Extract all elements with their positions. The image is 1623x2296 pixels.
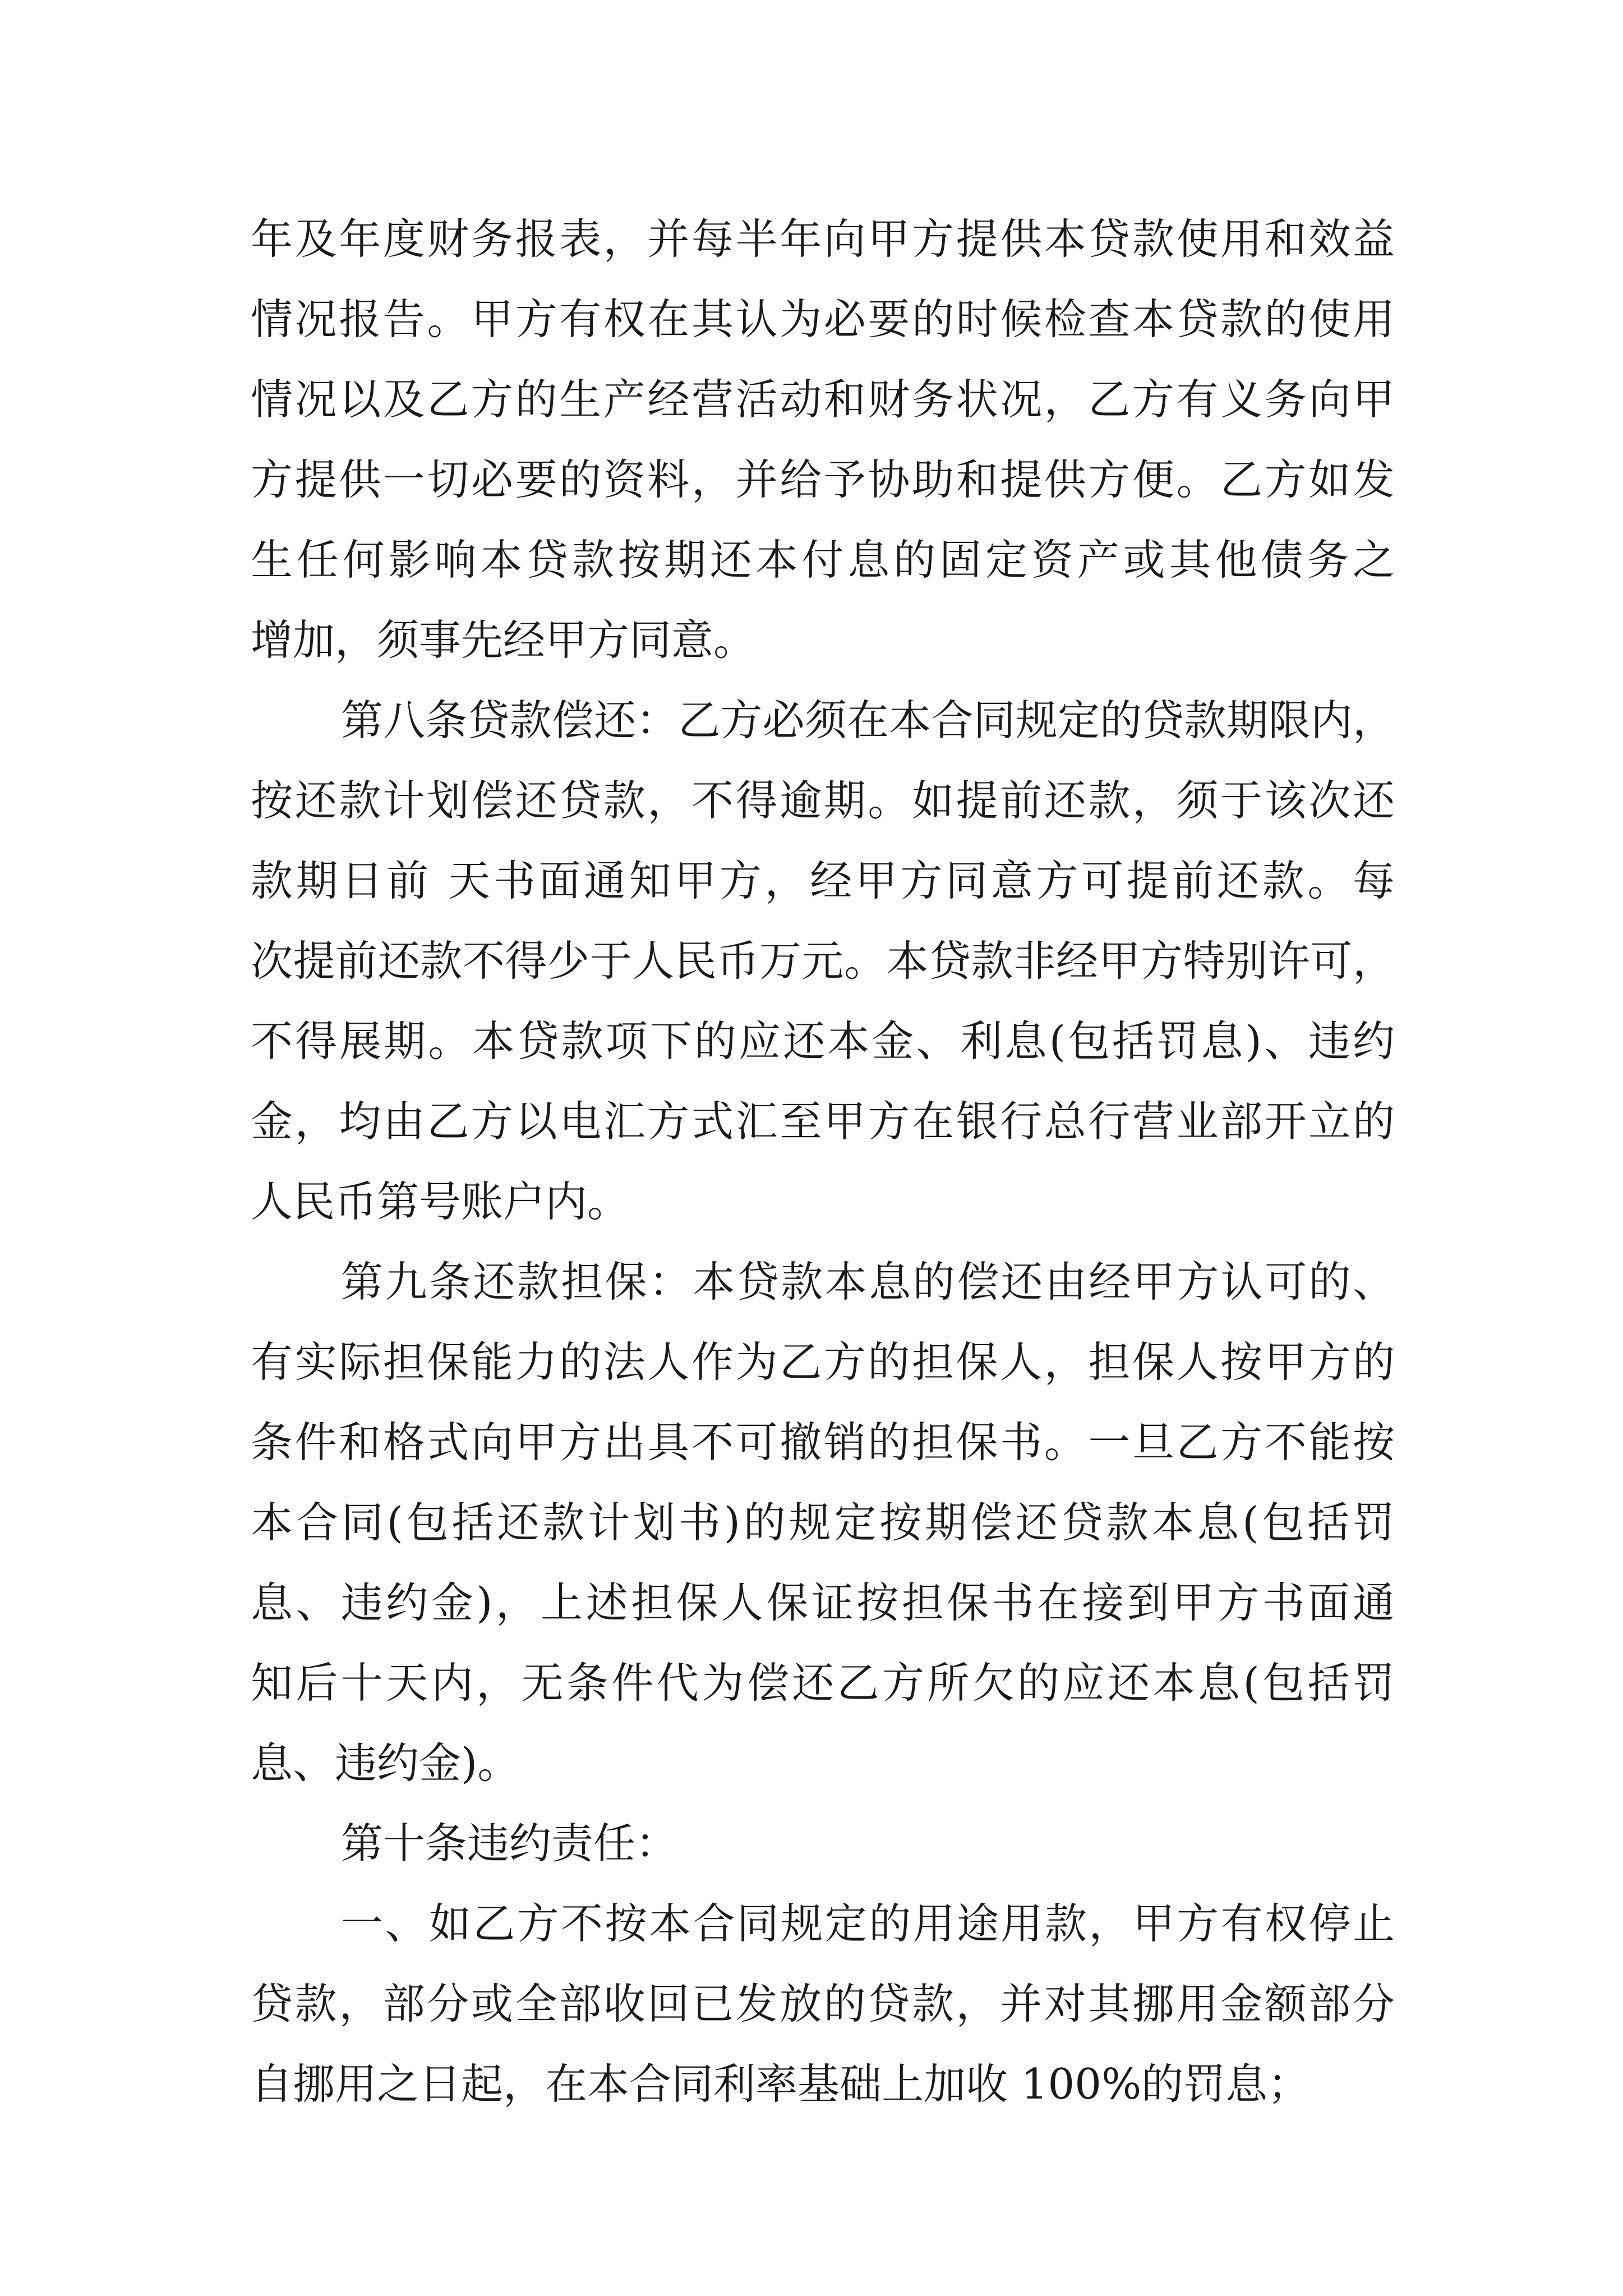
- article-9-heading-line: 第九条还款担保：本贷款本息的偿还由经甲方认可的、: [341, 1257, 1395, 1306]
- text-line: 息、违约金)。: [251, 1738, 520, 1788]
- text-line: 有实际担保能力的法人作为乙方的担保人，担保人按甲方的: [251, 1337, 1395, 1387]
- text-line: 款期日前 天书面通知甲方，经甲方同意方可提前还款。每: [251, 856, 1395, 905]
- text-line: 年及年度财务报表，并每半年向甲方提供本贷款使用和效益: [251, 214, 1395, 264]
- text-line: 情况报告。甲方有权在其认为必要的时候检查本贷款的使用: [251, 295, 1395, 344]
- text-line: 次提前还款不得少于人民币万元。本贷款非经甲方特别许可，: [251, 936, 1395, 986]
- clause-1-heading-line: 一、如乙方不按本合同规定的用途用款，甲方有权停止: [341, 1899, 1395, 1948]
- text-line: 贷款，部分或全部收回已发放的贷款，并对其挪用金额部分: [251, 1979, 1395, 2028]
- text-line: 方提供一切必要的资料，并给予协助和提供方便。乙方如发: [251, 455, 1395, 504]
- article-10-heading-line: 第十条违约责任：: [341, 1819, 678, 1868]
- text-line: 情况以及乙方的生产经营活动和财务状况，乙方有义务向甲: [251, 375, 1395, 424]
- text-line: 本合同(包括还款计划书)的规定按期偿还贷款本息(包括罚: [251, 1498, 1395, 1547]
- text-line: 人民币第号账户内。: [251, 1177, 630, 1226]
- text-line: 不得展期。本贷款项下的应还本金、利息(包括罚息)、违约: [251, 1016, 1395, 1066]
- text-line: 息、违约金)，上述担保人保证按担保书在接到甲方书面通: [251, 1578, 1395, 1627]
- text-line: 增加，须事先经甲方同意。: [251, 615, 756, 665]
- text-line: 自挪用之日起，在本合同利率基础上加收 100%的罚息；: [251, 2059, 1310, 2109]
- text-line: 按还款计划偿还贷款，不得逾期。如提前还款，须于该次还: [251, 776, 1395, 825]
- text-line: 生任何影响本贷款按期还本付息的固定资产或其他债务之: [251, 535, 1395, 585]
- text-line: 知后十天内，无条件代为偿还乙方所欠的应还本息(包括罚: [251, 1658, 1395, 1708]
- text-line: 条件和格式向甲方出具不可撤销的担保书。一旦乙方不能按: [251, 1418, 1395, 1467]
- text-line: 金，均由乙方以电汇方式汇至甲方在银行总行营业部开立的: [251, 1097, 1395, 1146]
- article-8-heading-line: 第八条贷款偿还：乙方必须在本合同规定的贷款期限内，: [341, 696, 1395, 745]
